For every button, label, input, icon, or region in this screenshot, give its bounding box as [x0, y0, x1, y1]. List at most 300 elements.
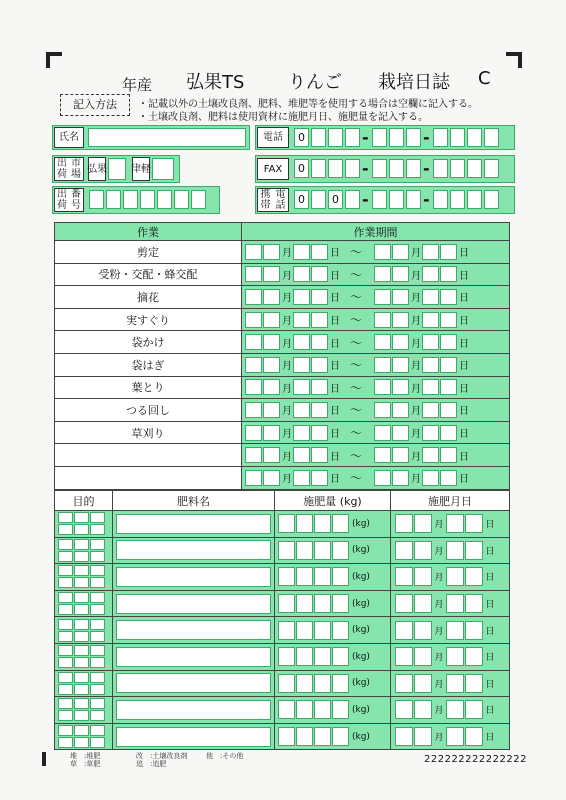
phone-digit[interactable]	[406, 128, 421, 147]
purpose-checkbox[interactable]	[90, 737, 105, 748]
fert-day-digit[interactable]	[446, 700, 464, 719]
purpose-checkbox[interactable]	[90, 657, 105, 668]
fert-month-digit[interactable]	[414, 567, 432, 586]
purpose-checkbox[interactable]	[90, 672, 105, 683]
fert-name-input[interactable]	[116, 647, 271, 667]
purpose-checkbox[interactable]	[58, 684, 73, 695]
end-month-digit[interactable]	[392, 379, 409, 395]
start-month-digit[interactable]	[263, 334, 280, 350]
amount-digit[interactable]	[314, 727, 331, 746]
fert-month-digit[interactable]	[395, 647, 413, 666]
start-month-digit[interactable]	[263, 379, 280, 395]
kg-unit: (kg)	[352, 704, 370, 715]
purpose-checkbox[interactable]	[90, 710, 105, 721]
fert-name-input[interactable]	[116, 620, 271, 640]
purpose-checkbox[interactable]	[74, 645, 89, 656]
purpose-checkbox[interactable]	[74, 684, 89, 695]
purpose-checkbox[interactable]	[74, 592, 89, 603]
start-day-digit[interactable]	[311, 244, 328, 260]
end-month-digit[interactable]	[392, 266, 409, 282]
amount-digit[interactable]	[278, 594, 295, 613]
fax-digit[interactable]	[311, 159, 326, 178]
fert-day-digit[interactable]	[446, 541, 464, 560]
fax-digit[interactable]	[389, 159, 404, 178]
amount-digit[interactable]	[278, 727, 295, 746]
market-hirosaki-checkbox[interactable]	[108, 158, 126, 180]
amount-digit[interactable]	[332, 700, 349, 719]
end-day-digit[interactable]	[422, 470, 439, 486]
purpose-checkbox[interactable]	[58, 619, 73, 630]
end-month-digit[interactable]	[392, 425, 409, 441]
end-month-digit[interactable]	[374, 470, 391, 486]
shipping-number-input[interactable]	[89, 190, 206, 209]
shipping-number-digit[interactable]	[191, 190, 206, 209]
fert-month-digit[interactable]	[414, 674, 432, 693]
purpose-checkbox[interactable]	[58, 631, 73, 642]
month-unit: 月	[282, 293, 292, 305]
purpose-checkbox[interactable]	[90, 551, 105, 562]
purpose-checkbox[interactable]	[58, 512, 73, 523]
purpose-checkbox[interactable]	[58, 565, 73, 576]
end-month-digit[interactable]	[392, 244, 409, 260]
end-month-digit[interactable]	[374, 402, 391, 418]
fert-purpose-checkboxes[interactable]	[58, 565, 105, 588]
end-day-digit[interactable]	[440, 334, 457, 350]
start-day-digit[interactable]	[311, 312, 328, 328]
fert-day-digit[interactable]	[446, 567, 464, 586]
start-day-digit[interactable]	[293, 470, 310, 486]
fert-day-digit[interactable]	[446, 647, 464, 666]
mobile-digit[interactable]	[389, 190, 404, 209]
fert-day-digit[interactable]	[465, 621, 483, 640]
fert-month-digit[interactable]	[414, 594, 432, 613]
start-month-digit[interactable]	[263, 470, 280, 486]
start-day-digit[interactable]	[311, 357, 328, 373]
purpose-checkbox[interactable]	[90, 577, 105, 588]
fert-month-digit[interactable]	[395, 567, 413, 586]
purpose-checkbox[interactable]	[90, 565, 105, 576]
end-day-digit[interactable]	[422, 312, 439, 328]
fert-name-input[interactable]	[116, 594, 271, 614]
amount-digit[interactable]	[332, 594, 349, 613]
fax-input[interactable]	[294, 159, 499, 178]
purpose-checkbox[interactable]	[74, 565, 89, 576]
shipping-number-digit[interactable]	[157, 190, 172, 209]
amount-digit[interactable]	[332, 541, 349, 560]
purpose-checkbox[interactable]	[58, 725, 73, 736]
fert-month-digit[interactable]	[395, 594, 413, 613]
end-day-digit[interactable]	[422, 447, 439, 463]
start-day-digit[interactable]	[311, 379, 328, 395]
start-month-digit[interactable]	[245, 357, 262, 373]
fert-month-digit[interactable]	[395, 621, 413, 640]
fert-day-digit[interactable]	[465, 674, 483, 693]
end-month-digit[interactable]	[374, 357, 391, 373]
purpose-checkbox[interactable]	[74, 710, 89, 721]
fert-month-digit[interactable]	[414, 700, 432, 719]
end-day-digit[interactable]	[422, 402, 439, 418]
purpose-checkbox[interactable]	[90, 524, 105, 535]
fert-day-digit[interactable]	[446, 514, 464, 533]
shipping-number-digit[interactable]	[174, 190, 189, 209]
fert-purpose-checkboxes[interactable]	[58, 698, 105, 721]
fert-name-cell	[113, 697, 275, 724]
amount-digit[interactable]	[332, 647, 349, 666]
mobile-digit[interactable]	[345, 190, 360, 209]
market-tsugaru-checkbox[interactable]	[152, 158, 174, 180]
fert-day-digit[interactable]	[446, 674, 464, 693]
fert-day-digit[interactable]	[465, 594, 483, 613]
end-month-digit[interactable]	[374, 425, 391, 441]
start-day-digit[interactable]	[293, 312, 310, 328]
purpose-checkbox[interactable]	[58, 524, 73, 535]
start-day-digit[interactable]	[293, 425, 310, 441]
phone-digit[interactable]	[328, 128, 343, 147]
start-month-digit[interactable]	[263, 447, 280, 463]
start-month-digit[interactable]	[263, 266, 280, 282]
amount-digit[interactable]	[332, 567, 349, 586]
end-month-digit[interactable]	[392, 312, 409, 328]
end-day-digit[interactable]	[422, 289, 439, 305]
start-month-digit[interactable]	[263, 425, 280, 441]
mobile-digit[interactable]: 0	[294, 190, 309, 209]
amount-digit[interactable]	[278, 674, 295, 693]
fert-day-digit[interactable]	[465, 727, 483, 746]
work-row	[55, 331, 510, 354]
name-input[interactable]	[88, 128, 246, 147]
end-day-digit[interactable]	[422, 379, 439, 395]
purpose-checkbox[interactable]	[58, 737, 73, 748]
amount-digit[interactable]	[296, 647, 313, 666]
amount-digit[interactable]	[296, 594, 313, 613]
purpose-checkbox[interactable]	[90, 512, 105, 523]
end-month-digit[interactable]	[374, 289, 391, 305]
end-day-digit[interactable]	[422, 244, 439, 260]
end-month-digit[interactable]	[374, 334, 391, 350]
fert-name-input[interactable]	[116, 673, 271, 693]
purpose-checkbox[interactable]	[74, 539, 89, 550]
fert-month-digit[interactable]	[395, 514, 413, 533]
fert-month-digit[interactable]	[395, 727, 413, 746]
amount-digit[interactable]	[314, 621, 331, 640]
start-month-digit[interactable]	[245, 379, 262, 395]
purpose-checkbox[interactable]	[90, 684, 105, 695]
end-month-digit[interactable]	[374, 447, 391, 463]
end-day-digit[interactable]	[440, 312, 457, 328]
work-period-cell	[242, 263, 510, 286]
end-month-digit[interactable]	[392, 470, 409, 486]
end-day-digit[interactable]	[440, 379, 457, 395]
fert-day-digit[interactable]	[446, 621, 464, 640]
fax-digit[interactable]	[433, 159, 448, 178]
fert-purpose-checkboxes[interactable]	[58, 619, 105, 642]
purpose-checkbox[interactable]	[74, 512, 89, 523]
purpose-checkbox[interactable]	[74, 672, 89, 683]
shipping-number-digit[interactable]	[106, 190, 121, 209]
day-unit: 日	[485, 546, 495, 557]
purpose-checkbox[interactable]	[74, 604, 89, 615]
fert-name-input[interactable]	[116, 567, 271, 587]
fert-month-digit[interactable]	[395, 700, 413, 719]
purpose-checkbox[interactable]	[74, 657, 89, 668]
mobile-digit[interactable]	[372, 190, 387, 209]
amount-digit[interactable]	[314, 567, 331, 586]
fert-day-digit[interactable]	[465, 567, 483, 586]
purpose-checkbox[interactable]	[74, 631, 89, 642]
fert-row	[55, 723, 510, 750]
fax-digit[interactable]: 0	[294, 159, 309, 178]
purpose-checkbox[interactable]	[58, 645, 73, 656]
end-day-digit[interactable]	[440, 402, 457, 418]
amount-digit[interactable]	[332, 727, 349, 746]
fert-day-digit[interactable]	[465, 541, 483, 560]
end-day-digit[interactable]	[440, 425, 457, 441]
amount-digit[interactable]	[278, 621, 295, 640]
phone-digit[interactable]: 0	[294, 128, 309, 147]
purpose-checkbox[interactable]	[90, 631, 105, 642]
purpose-checkbox[interactable]	[58, 698, 73, 709]
amount-digit[interactable]	[296, 621, 313, 640]
purpose-checkbox[interactable]	[58, 577, 73, 588]
fert-purpose-checkboxes[interactable]	[58, 645, 105, 668]
fert-name-input[interactable]	[116, 727, 271, 747]
start-day-digit[interactable]	[311, 289, 328, 305]
amount-digit[interactable]	[296, 514, 313, 533]
start-month-digit[interactable]	[245, 470, 262, 486]
phone-digit[interactable]	[311, 128, 326, 147]
start-month-digit[interactable]	[245, 425, 262, 441]
start-day-digit[interactable]	[293, 266, 310, 282]
amount-digit[interactable]	[314, 594, 331, 613]
fax-digit[interactable]	[345, 159, 360, 178]
phone-digit[interactable]	[372, 128, 387, 147]
purpose-checkbox[interactable]	[90, 604, 105, 615]
amount-digit[interactable]	[314, 541, 331, 560]
mobile-digit[interactable]	[484, 190, 499, 209]
fert-day-digit[interactable]	[446, 594, 464, 613]
end-day-digit[interactable]	[422, 425, 439, 441]
start-month-digit[interactable]	[263, 357, 280, 373]
fert-day-digit[interactable]	[465, 700, 483, 719]
fax-digit[interactable]	[484, 159, 499, 178]
purpose-checkbox[interactable]	[58, 539, 73, 550]
work-task-name	[55, 444, 242, 467]
purpose-checkbox[interactable]	[74, 737, 89, 748]
fax-digit[interactable]	[328, 159, 343, 178]
start-day-digit[interactable]	[311, 425, 328, 441]
end-day-digit[interactable]	[440, 470, 457, 486]
fert-col-amount: 施肥量 (kg)	[275, 491, 391, 511]
amount-digit[interactable]	[296, 727, 313, 746]
purpose-checkbox[interactable]	[90, 619, 105, 630]
start-day-digit[interactable]	[311, 402, 328, 418]
start-day-digit[interactable]	[293, 402, 310, 418]
end-day-digit[interactable]	[422, 334, 439, 350]
fert-purpose-cell	[55, 697, 113, 724]
shipping-number-digit[interactable]	[123, 190, 138, 209]
mobile-digit[interactable]	[406, 190, 421, 209]
start-month-digit[interactable]	[245, 334, 262, 350]
amount-digit[interactable]	[314, 647, 331, 666]
purpose-checkbox[interactable]	[74, 725, 89, 736]
fax-digit[interactable]	[406, 159, 421, 178]
phone-digit[interactable]	[345, 128, 360, 147]
amount-digit[interactable]	[332, 674, 349, 693]
start-day-digit[interactable]	[311, 266, 328, 282]
fax-digit[interactable]	[372, 159, 387, 178]
name-label: 氏名	[54, 127, 84, 148]
end-day-digit[interactable]	[440, 289, 457, 305]
fert-month-digit[interactable]	[414, 647, 432, 666]
amount-digit[interactable]	[296, 541, 313, 560]
kg-unit: (kg)	[352, 518, 370, 529]
start-day-digit[interactable]	[293, 379, 310, 395]
purpose-checkbox[interactable]	[58, 710, 73, 721]
corner-mark-top-right	[506, 52, 522, 68]
purpose-checkbox[interactable]	[74, 619, 89, 630]
end-day-digit[interactable]	[440, 244, 457, 260]
fert-month-digit[interactable]	[395, 674, 413, 693]
fert-name-input[interactable]	[116, 540, 271, 560]
purpose-checkbox[interactable]	[90, 592, 105, 603]
legend-other: 他 :その他	[206, 752, 244, 760]
fert-purpose-checkboxes[interactable]	[58, 539, 105, 562]
end-day-digit[interactable]	[440, 357, 457, 373]
start-month-digit[interactable]	[245, 402, 262, 418]
fert-month-digit[interactable]	[395, 541, 413, 560]
amount-digit[interactable]	[278, 567, 295, 586]
purpose-checkbox[interactable]	[74, 577, 89, 588]
mobile-label	[257, 188, 289, 212]
mobile-digit[interactable]	[433, 190, 448, 209]
fax-digit[interactable]	[467, 159, 482, 178]
mobile-digit[interactable]	[450, 190, 465, 209]
end-month-digit[interactable]	[374, 312, 391, 328]
end-day-digit[interactable]	[440, 447, 457, 463]
amount-digit[interactable]	[278, 647, 295, 666]
purpose-checkbox[interactable]	[58, 604, 73, 615]
start-day-digit[interactable]	[293, 334, 310, 350]
fert-day-digit[interactable]	[465, 514, 483, 533]
mobile-digit[interactable]	[467, 190, 482, 209]
phone-input[interactable]	[294, 128, 499, 147]
end-day-digit[interactable]	[422, 357, 439, 373]
start-month-digit[interactable]	[245, 289, 262, 305]
start-day-digit[interactable]	[311, 470, 328, 486]
start-day-digit[interactable]	[311, 447, 328, 463]
fert-month-digit[interactable]	[414, 621, 432, 640]
purpose-checkbox[interactable]	[74, 551, 89, 562]
fert-month-digit[interactable]	[414, 541, 432, 560]
kg-unit: (kg)	[352, 678, 370, 689]
amount-digit[interactable]	[296, 567, 313, 586]
fert-purpose-checkboxes[interactable]	[58, 512, 105, 535]
fert-purpose-checkboxes[interactable]	[58, 592, 105, 615]
amount-digit[interactable]	[332, 621, 349, 640]
range-mark: ～	[349, 267, 362, 282]
day-unit: 日	[330, 429, 340, 441]
end-month-digit[interactable]	[392, 334, 409, 350]
end-month-digit[interactable]	[392, 357, 409, 373]
fax-digit[interactable]	[450, 159, 465, 178]
end-month-digit[interactable]	[374, 266, 391, 282]
start-day-digit[interactable]	[293, 357, 310, 373]
end-month-digit[interactable]	[392, 289, 409, 305]
mobile-digit[interactable]	[311, 190, 326, 209]
purpose-checkbox[interactable]	[90, 539, 105, 550]
phone-digit[interactable]	[484, 128, 499, 147]
end-month-digit[interactable]	[374, 379, 391, 395]
end-month-digit[interactable]	[374, 244, 391, 260]
fert-name-input[interactable]	[116, 514, 271, 534]
amount-digit[interactable]	[278, 700, 295, 719]
fert-month-digit[interactable]	[414, 727, 432, 746]
shipping-number-digit[interactable]	[140, 190, 155, 209]
end-day-digit[interactable]	[422, 266, 439, 282]
fert-purpose-checkboxes[interactable]	[58, 672, 105, 695]
start-day-digit[interactable]	[311, 334, 328, 350]
purpose-checkbox[interactable]	[90, 645, 105, 656]
fert-amount-cell	[275, 643, 391, 670]
phone-digit[interactable]	[450, 128, 465, 147]
start-day-digit[interactable]	[293, 244, 310, 260]
amount-digit[interactable]	[332, 514, 349, 533]
amount-digit[interactable]	[314, 674, 331, 693]
purpose-checkbox[interactable]	[58, 592, 73, 603]
start-day-digit[interactable]	[293, 289, 310, 305]
start-month-digit[interactable]	[263, 244, 280, 260]
end-day-digit[interactable]	[440, 266, 457, 282]
fert-month-digit[interactable]	[414, 514, 432, 533]
purpose-checkbox[interactable]	[90, 698, 105, 709]
phone-digit[interactable]	[433, 128, 448, 147]
amount-digit[interactable]	[296, 674, 313, 693]
amount-digit[interactable]	[314, 514, 331, 533]
phone-digit[interactable]	[467, 128, 482, 147]
fert-purpose-checkboxes[interactable]	[58, 725, 105, 748]
purpose-checkbox[interactable]	[58, 672, 73, 683]
phone-digit[interactable]	[389, 128, 404, 147]
fert-purpose-cell	[55, 564, 113, 591]
amount-digit[interactable]	[296, 700, 313, 719]
amount-digit[interactable]	[278, 514, 295, 533]
purpose-checkbox[interactable]	[90, 725, 105, 736]
amount-digit[interactable]	[278, 541, 295, 560]
start-month-digit[interactable]	[245, 447, 262, 463]
fert-day-digit[interactable]	[446, 727, 464, 746]
mobile-separator: -	[423, 190, 430, 209]
start-month-digit[interactable]	[263, 312, 280, 328]
start-month-digit[interactable]	[263, 289, 280, 305]
start-month-digit[interactable]	[245, 244, 262, 260]
mobile-digit[interactable]: 0	[328, 190, 343, 209]
amount-digit[interactable]	[314, 700, 331, 719]
purpose-checkbox[interactable]	[58, 657, 73, 668]
start-month-digit[interactable]	[245, 312, 262, 328]
purpose-checkbox[interactable]	[74, 524, 89, 535]
start-day-digit[interactable]	[293, 447, 310, 463]
end-month-digit[interactable]	[392, 402, 409, 418]
end-month-digit[interactable]	[392, 447, 409, 463]
mobile-input[interactable]	[294, 190, 499, 209]
purpose-checkbox[interactable]	[58, 551, 73, 562]
start-month-digit[interactable]	[263, 402, 280, 418]
start-month-digit[interactable]	[245, 266, 262, 282]
fert-day-digit[interactable]	[465, 647, 483, 666]
shipping-number-digit[interactable]	[89, 190, 104, 209]
fert-name-input[interactable]	[116, 700, 271, 720]
purpose-checkbox[interactable]	[74, 698, 89, 709]
